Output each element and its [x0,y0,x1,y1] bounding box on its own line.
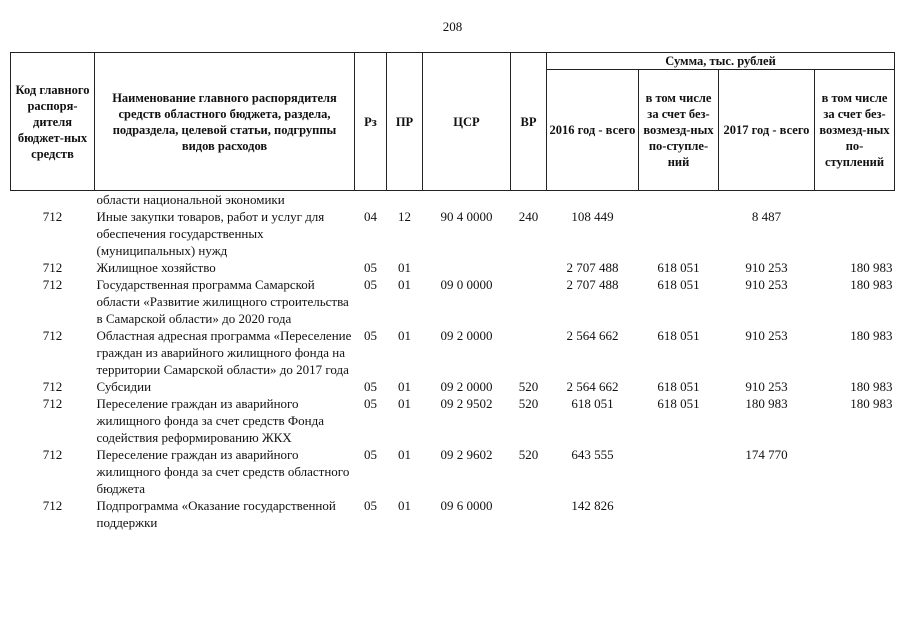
table-row [11,446,895,497]
cell-2017-total: 910 253 [745,277,788,292]
cell-2016-free [639,497,719,531]
cell-pr: 12 [398,209,411,224]
table-row [11,259,895,276]
cell-2016-free: 618 051 [657,328,700,343]
cell-2017-total: 174 770 [745,447,788,462]
cell-csr: 09 2 0000 [440,379,493,394]
header-csr: ЦСР [423,53,511,191]
continuation-text: области национальной экономики [96,192,285,207]
cell-pr: 01 [398,447,411,462]
cell-code: 712 [42,498,63,513]
header-code: Код главного распоря-дителя бюджет-ных средств [11,53,95,191]
cell-2017-free [815,208,895,259]
cell-rz: 05 [364,328,377,343]
cell-code: 712 [42,328,63,343]
page-number: 208 [442,19,463,34]
cell-vr: 520 [518,447,539,462]
cell-pr: 01 [398,328,411,343]
cell-2016-free: 618 051 [657,260,700,275]
cell-2016-total: 643 555 [571,447,614,462]
cell-code: 712 [42,447,63,462]
cell-pr: 01 [398,396,411,411]
cell-vr: 520 [518,379,539,394]
cell-2016-free: 618 051 [657,379,700,394]
cell-pr: 01 [398,379,411,394]
header-2016-total: 2016 год - всего [547,70,639,191]
cell-2016-total: 108 449 [571,209,614,224]
table-row [11,378,895,395]
cell-name: Субсидии [96,379,152,394]
cell-2016-total: 2 707 488 [566,277,619,292]
cell-rz: 04 [364,209,377,224]
table-row [11,327,895,378]
header-pr: ПР [387,53,423,191]
cell-2016-total: 2 564 662 [566,379,619,394]
cell-vr [511,276,547,327]
cell-2016-free: 618 051 [657,396,700,411]
budget-table [10,52,895,531]
cell-2016-free [639,208,719,259]
cell-2017-free: 180 983 [850,260,893,275]
cell-2017-free [815,497,895,531]
header-2016-free: в том числе за счет без-возмезд-ных по-ступле-ний [639,70,719,191]
cell-vr: 520 [518,396,539,411]
table-row [11,497,895,531]
cell-name: Областная адресная программа «Переселение граждан из аварийного жилищного фонда на территории Самарской области» до 2017 года [96,328,352,377]
cell-pr: 01 [398,260,411,275]
cell-vr [511,327,547,378]
cell-pr: 01 [398,498,411,513]
header-vr: ВР [511,53,547,191]
cell-csr: 09 2 0000 [440,328,493,343]
cell-2017-total: 910 253 [745,379,788,394]
cell-2017-total: 8 487 [751,209,782,224]
cell-vr [511,497,547,531]
cell-2016-free: 618 051 [657,277,700,292]
cell-2017-total: 180 983 [745,396,788,411]
cell-2016-total: 2 707 488 [566,260,619,275]
cell-csr: 09 2 9502 [440,396,493,411]
cell-pr: 01 [398,277,411,292]
table-row [11,276,895,327]
cell-2017-total: 910 253 [745,260,788,275]
cell-rz: 05 [364,379,377,394]
cell-csr: 90 4 0000 [440,209,493,224]
cell-rz: 05 [364,277,377,292]
cell-rz: 05 [364,447,377,462]
header-sum-group: Сумма, тыс. рублей [547,53,895,70]
cell-name: Иные закупки товаров, работ и услуг для обеспечения государственных (муниципальных) нужд [96,209,325,258]
cell-2017-free: 180 983 [850,328,893,343]
cell-name: Переселение граждан из аварийного жилищного фонда за счет средств Фонда содействия реформированию ЖКХ [96,396,324,445]
cell-rz: 05 [364,260,377,275]
cell-2016-total: 142 826 [571,498,614,513]
cell-vr: 240 [518,209,539,224]
header-rz: Рз [355,53,387,191]
cell-name: Жилищное хозяйство [96,260,216,275]
cell-2017-total: 910 253 [745,328,788,343]
cell-code: 712 [42,379,63,394]
cell-csr: 09 0 0000 [440,277,493,292]
header-name: Наименование главного распорядителя средств областного бюджета, раздела, подраздела, целевой статьи, подгруппы видов расходов [95,53,355,191]
cell-code: 712 [42,260,63,275]
cell-rz: 05 [364,396,377,411]
header-2017-total: 2017 год - всего [719,70,815,191]
cell-2017-free [815,446,895,497]
cell-2017-free: 180 983 [850,379,893,394]
cell-2017-total [719,497,815,531]
cell-name: Государственная программа Самарской области «Развитие жилищного строительства в Самарской области» до 2020 года [96,277,349,326]
table-row [11,208,895,259]
header-2017-free: в том числе за счет без-возмезд-ных по-ступлений [815,70,895,191]
cell-2017-free: 180 983 [850,277,893,292]
cell-2016-free [639,446,719,497]
cell-csr: 09 6 0000 [440,498,493,513]
cell-code: 712 [42,396,63,411]
cell-2016-total: 2 564 662 [566,328,619,343]
cell-vr [511,259,547,276]
cell-code: 712 [42,209,63,224]
cell-2016-total: 618 051 [571,396,614,411]
continuation-row [11,191,895,209]
cell-code: 712 [42,277,63,292]
cell-name: Подпрограмма «Оказание государственной поддержки [96,498,336,530]
cell-csr [423,259,511,276]
cell-csr: 09 2 9602 [440,447,493,462]
cell-rz: 05 [364,498,377,513]
cell-name: Переселение граждан из аварийного жилищного фонда за счет средств областного бюджета [96,447,350,496]
table-row [11,395,895,446]
cell-2017-free: 180 983 [850,396,893,411]
